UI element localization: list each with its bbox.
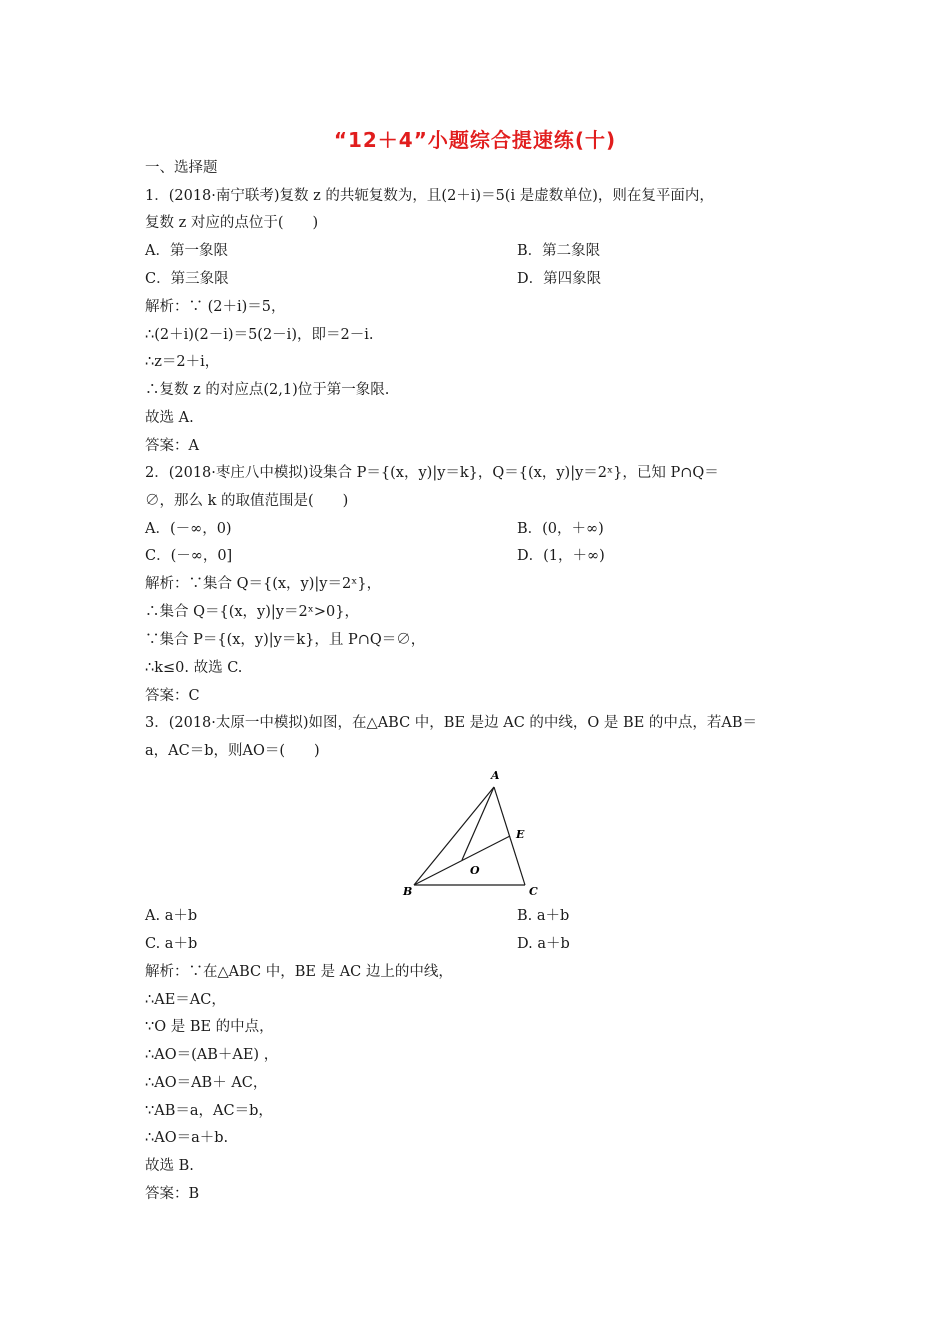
page-title: “12＋4”小题综合提速练(十) xyxy=(333,128,617,152)
vertex-label-a: A xyxy=(491,769,500,782)
q1-option-a: A．第一象限 xyxy=(145,243,228,259)
q2-option-b: B．(0，＋∞) xyxy=(517,521,604,537)
q2-solution-line: ∴集合 Q＝{(x，y)|y＝2ˣ>0}， xyxy=(145,604,359,620)
point-label-e: E xyxy=(516,828,525,841)
side-ab xyxy=(414,787,494,885)
section-heading: 一、选择题 xyxy=(145,160,218,176)
q1-stem-line1: 1．(2018·南宁联考)复数 z 的共轭复数为，且(2＋i)＝5(i 是虚数单位)，则在复平面内， xyxy=(145,188,714,204)
q1-solution-line: 故选 A. xyxy=(145,410,194,426)
q1-option-b: B．第二象限 xyxy=(517,243,601,259)
q3-solution-line: 解析：∵在△ABC 中，BE 是 AC 边上的中线， xyxy=(145,964,453,980)
q2-option-a: A．(－∞，0) xyxy=(145,521,232,537)
q2-option-c: C．(－∞，0] xyxy=(145,548,233,564)
point-label-o: O xyxy=(470,864,480,877)
q3-solution-line: ∴AE＝AC， xyxy=(145,992,226,1008)
q3-stem-line2: a，AC＝b，则AO＝( ) xyxy=(145,743,320,759)
q3-option-c: C. a＋b xyxy=(145,936,198,952)
q1-option-c: C．第三象限 xyxy=(145,271,229,287)
q2-solution-line: ∵集合 P＝{(x，y)|y＝k}，且 P∩Q＝∅， xyxy=(145,632,426,648)
q3-solution-line: ∵AB＝a，AC＝b， xyxy=(145,1103,273,1119)
q2-solution-line: 解析：∵集合 Q＝{(x，y)|y＝2ˣ}， xyxy=(145,576,382,592)
q1-answer: 答案：A xyxy=(145,438,199,454)
q2-solution-line: ∴k≤0. 故选 C. xyxy=(145,660,243,676)
q1-solution-line: ∴(2＋i)(2－i)＝5(2－i)，即＝2－i. xyxy=(145,327,374,343)
q1-solution-line: ∴复数 z 的对应点(2,1)位于第一象限. xyxy=(145,382,390,398)
q1-solution-line: 解析：∵ (2＋i)＝5， xyxy=(145,299,286,315)
segment-ao xyxy=(462,787,494,860)
vertex-label-b: B xyxy=(403,885,413,898)
vertex-label-c: C xyxy=(529,885,538,898)
q3-solution-line: ∴AO＝(AB＋AE) ， xyxy=(145,1047,279,1063)
q2-stem-line2: ∅，那么 k 的取值范围是( ) xyxy=(145,493,349,509)
median-be xyxy=(414,836,510,885)
q1-option-d: D．第四象限 xyxy=(517,271,602,287)
q2-answer: 答案：C xyxy=(145,688,200,704)
q3-stem-line1: 3．(2018·太原一中模拟)如图，在△ABC 中，BE 是边 AC 的中线，O 是 BE 的中点，若AB＝ xyxy=(145,715,758,731)
q3-solution-line: ∴AO＝a＋b. xyxy=(145,1130,229,1146)
q3-option-a: A. a＋b xyxy=(145,908,198,924)
q3-answer: 答案：B xyxy=(145,1186,200,1202)
q2-option-d: D．(1，＋∞) xyxy=(517,548,605,564)
q3-option-b: B. a＋b xyxy=(517,908,570,924)
q3-solution-line: ∴AO＝AB＋ AC， xyxy=(145,1075,268,1091)
q3-option-d: D. a＋b xyxy=(517,936,570,952)
q3-solution-line: 故选 B. xyxy=(145,1158,194,1174)
q3-solution-line: ∵O 是 BE 的中点， xyxy=(145,1019,274,1035)
q1-stem-line2: 复数 z 对应的点位于( ) xyxy=(145,215,319,231)
q1-solution-line: ∴z＝2＋i， xyxy=(145,354,220,370)
q2-stem-line1: 2．(2018·枣庄八中模拟)设集合 P＝{(x，y)|y＝k}，Q＝{(x，y)|y＝2ˣ}，已知 P∩Q＝ xyxy=(145,465,719,481)
triangle-figure xyxy=(395,765,555,900)
